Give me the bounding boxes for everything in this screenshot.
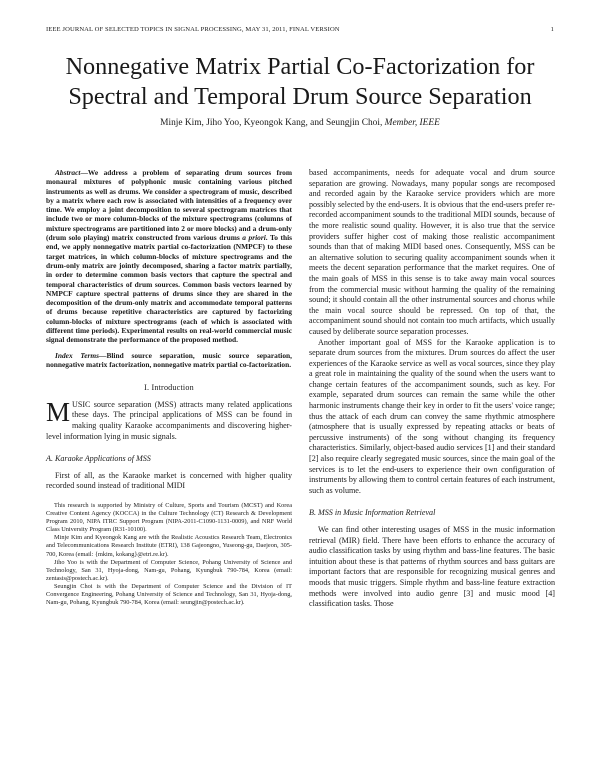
abstract	[46, 168, 292, 345]
paper-title	[30, 52, 570, 112]
title-line-1: Nonnegative Matrix Partial Co-Factorization for	[65, 53, 535, 80]
left-column	[46, 168, 292, 607]
index-terms	[46, 351, 292, 370]
author-names: Minje Kim, Jiho Yoo, Kyeongok Kang, and Seungjin Choi,	[160, 118, 383, 128]
index-terms-label: Index Terms	[55, 350, 100, 360]
abstract-emphasis: a priori	[242, 233, 266, 243]
section-heading-introduction: I. Introduction	[144, 383, 194, 393]
running-head	[46, 26, 554, 38]
abstract-text-2: . To this end, we apply nonnegative matrix partial co-factorization (NMPCF) to these target matrices, in which column-blocks of mixture spectrograms and the drum-only matrix are jointly decomposed, sharing a factor matrix partially, in order to determine common basis vectors that capture the spectral and temporal characteristics of drum sources. Common basis vectors learned by NMPCF capture spectral patterns of drums since they are shared in the decomposition of the drum-only matrix and accommodate temporal patterns of drums because repetitive characteristics are captured by factorizing column-blocks of mixture spectrograms (each of which is associated with different time periods). Experimental results on real-world commercial music signal demonstrate the performance of the proposed method.	[46, 233, 292, 345]
intro-paragraph	[46, 396, 292, 442]
author-list	[40, 118, 560, 128]
footnote-author-kim-kang: Minje Kim and Kyeongok Kang are with the Realistic Acoustics Research Team, Electronics and Telecommunications Research Institute (ETRI), 138 Gajeongno, Yuseong-gu, Daejeon, 305-700, Korea (email: {mkim, kokang}@etri.re.kr).	[46, 534, 292, 558]
intro-text: USIC source separation (MSS) attracts many related applications these days. The principal applications of MSS can be found in making quality Karaoke accompaniments and discovering higher-level information lying in music signals.	[46, 399, 292, 441]
index-terms-text: —Blind source separation, music source separation, nonnegative matrix factorization, nonnegative matrix partial co-factorization.	[46, 350, 292, 369]
right-paragraph-3: We can find other interesting usages of MSS in the music information retrieval (MIR) field. There have been efforts to enhance the accuracy of audio classification tasks by using rhythm and bass-line features. The basic intuition about these is that patterns of rhythm sources and bass guitars are important factors that are responsible for recognizing musical genres and moods that music triggers. Simple rhythm and bass-line feature extraction methods were involved into audio genre [3] and music mood [4] classification tasks. Those	[309, 525, 555, 609]
subsection-heading-karaoke: A. Karaoke Applications of MSS	[46, 454, 151, 464]
abstract-label: Abstract	[55, 168, 81, 177]
karaoke-paragraph: First of all, as the Karaoke market is concerned with higher quality recorded sound instead of traditional MIDI	[46, 470, 292, 491]
footnote-author-choi: Seungjin Choi is with the Department of Computer Science and the Division of IT Convergence Engineering, Pohang University of Science and Technology, San 31, Hyoja-dong, Nam-gu, Pohang, Kyungbuk 790-784, Korea (email: seungjin@postech.ac.kr).	[46, 582, 292, 607]
subsection-heading-mir: B. MSS in Music Information Retrieval	[309, 508, 436, 518]
drop-cap: M	[46, 396, 71, 427]
page-number: 1	[550, 26, 554, 33]
right-paragraph-1: based accompaniments, needs for adequate vocal and drum source separation are growing. Nowadays, many popular songs are recomposed and recorded again by the Karaoke service providers which are more possibly selected by the end-users. It is obvious that the end-users prefer re-recorded accompaniment sounds to the traditional MIDI sounds, because of the more realistic sound quality. However, it is also true that the service providers suffer higher cost of making those realistic accompaniment sounds than that of making MIDI based ones. Consequently, MSS can be an alternative solution to securing quality accompaniment sounds when it meets the decent separation performance that the market requires. One of the main goals of MSS in this sense is to take away main vocal sources from the commercial music without harming the quality of the remaining sound; it should contain all the other instrumental sources and chorus while the main vocal source should be repressed. On top of that, the accompaniment sound should not contain too much artifacts, which usually caused by deliberate source separation processes.	[309, 168, 555, 336]
journal-header: IEEE JOURNAL OF SELECTED TOPICS IN SIGNAL PROCESSING, MAY 31, 2011, FINAL VERSION	[46, 26, 340, 33]
title-line-2: Spectral and Temporal Drum Source Separation	[68, 83, 532, 110]
abstract-text-1: —We address a problem of separating drum sources from monaural mixtures of polyphonic music containing various pitched instruments as well as drums. We consider a spectrogram of music, described by a matrix where each row is associated with intensities of a frequency over time. We employ a joint decomposition to several spectrogram matrices that include two or more column-blocks of the mixture spectrograms (columns of mixture spectrograms are partitioned into 2 or more blocks) and a drum-only (drum solo playing) matrix constructed from various drums	[46, 168, 292, 243]
footnote-funding: This research is supported by Ministry of Culture, Sports and Tourism (MCST) and Korea Creative Content Agency (KOCCA) in the Culture Technology (CT) Research & Development Program 2010, NIPA ITRC Support Program (NIPA-2011-C1090-1131-0009), and NRF World Class University Program (R31-10100).	[46, 501, 292, 534]
author-membership: Member, IEEE	[384, 118, 440, 128]
right-paragraph-2: Another important goal of MSS for the Karaoke application is to separate drum sources from the mixtures. Drum sources do affect the user experiences of the Karaoke service as well as vocal sources, since they play a great role in maintaining the quality of the sound when the users want to change certain features of the accompaniment sounds, such as key. For example, separated drum sources can remain the same while the other harmonic instruments change their key in order to fit the users' voice range; thus the attack of each drum can convey the same rhythmic atmosphere (atmosphere that is usually expressed by repeating attacks or beats of percussive instruments) of the song without changing its frequency characteristics. Similarly, object-based audio services [1] and their standard [2] also require clearly segregated music sources, since the main goal of the services is to let the end-users to experience their own configuration of instruments by allowing them to control certain features of each instrument, such as volume.	[309, 337, 555, 495]
footnotes	[46, 502, 292, 607]
footnote-author-yoo: Jiho Yoo is with the Department of Computer Science, Pohang University of Science and Technology, San 31, Hyoja-dong, Nam-gu, Pohang, Kyungbuk 790-784, Korea (email: zentasis@postech.ac.kr).	[46, 558, 292, 582]
right-column	[309, 168, 555, 610]
